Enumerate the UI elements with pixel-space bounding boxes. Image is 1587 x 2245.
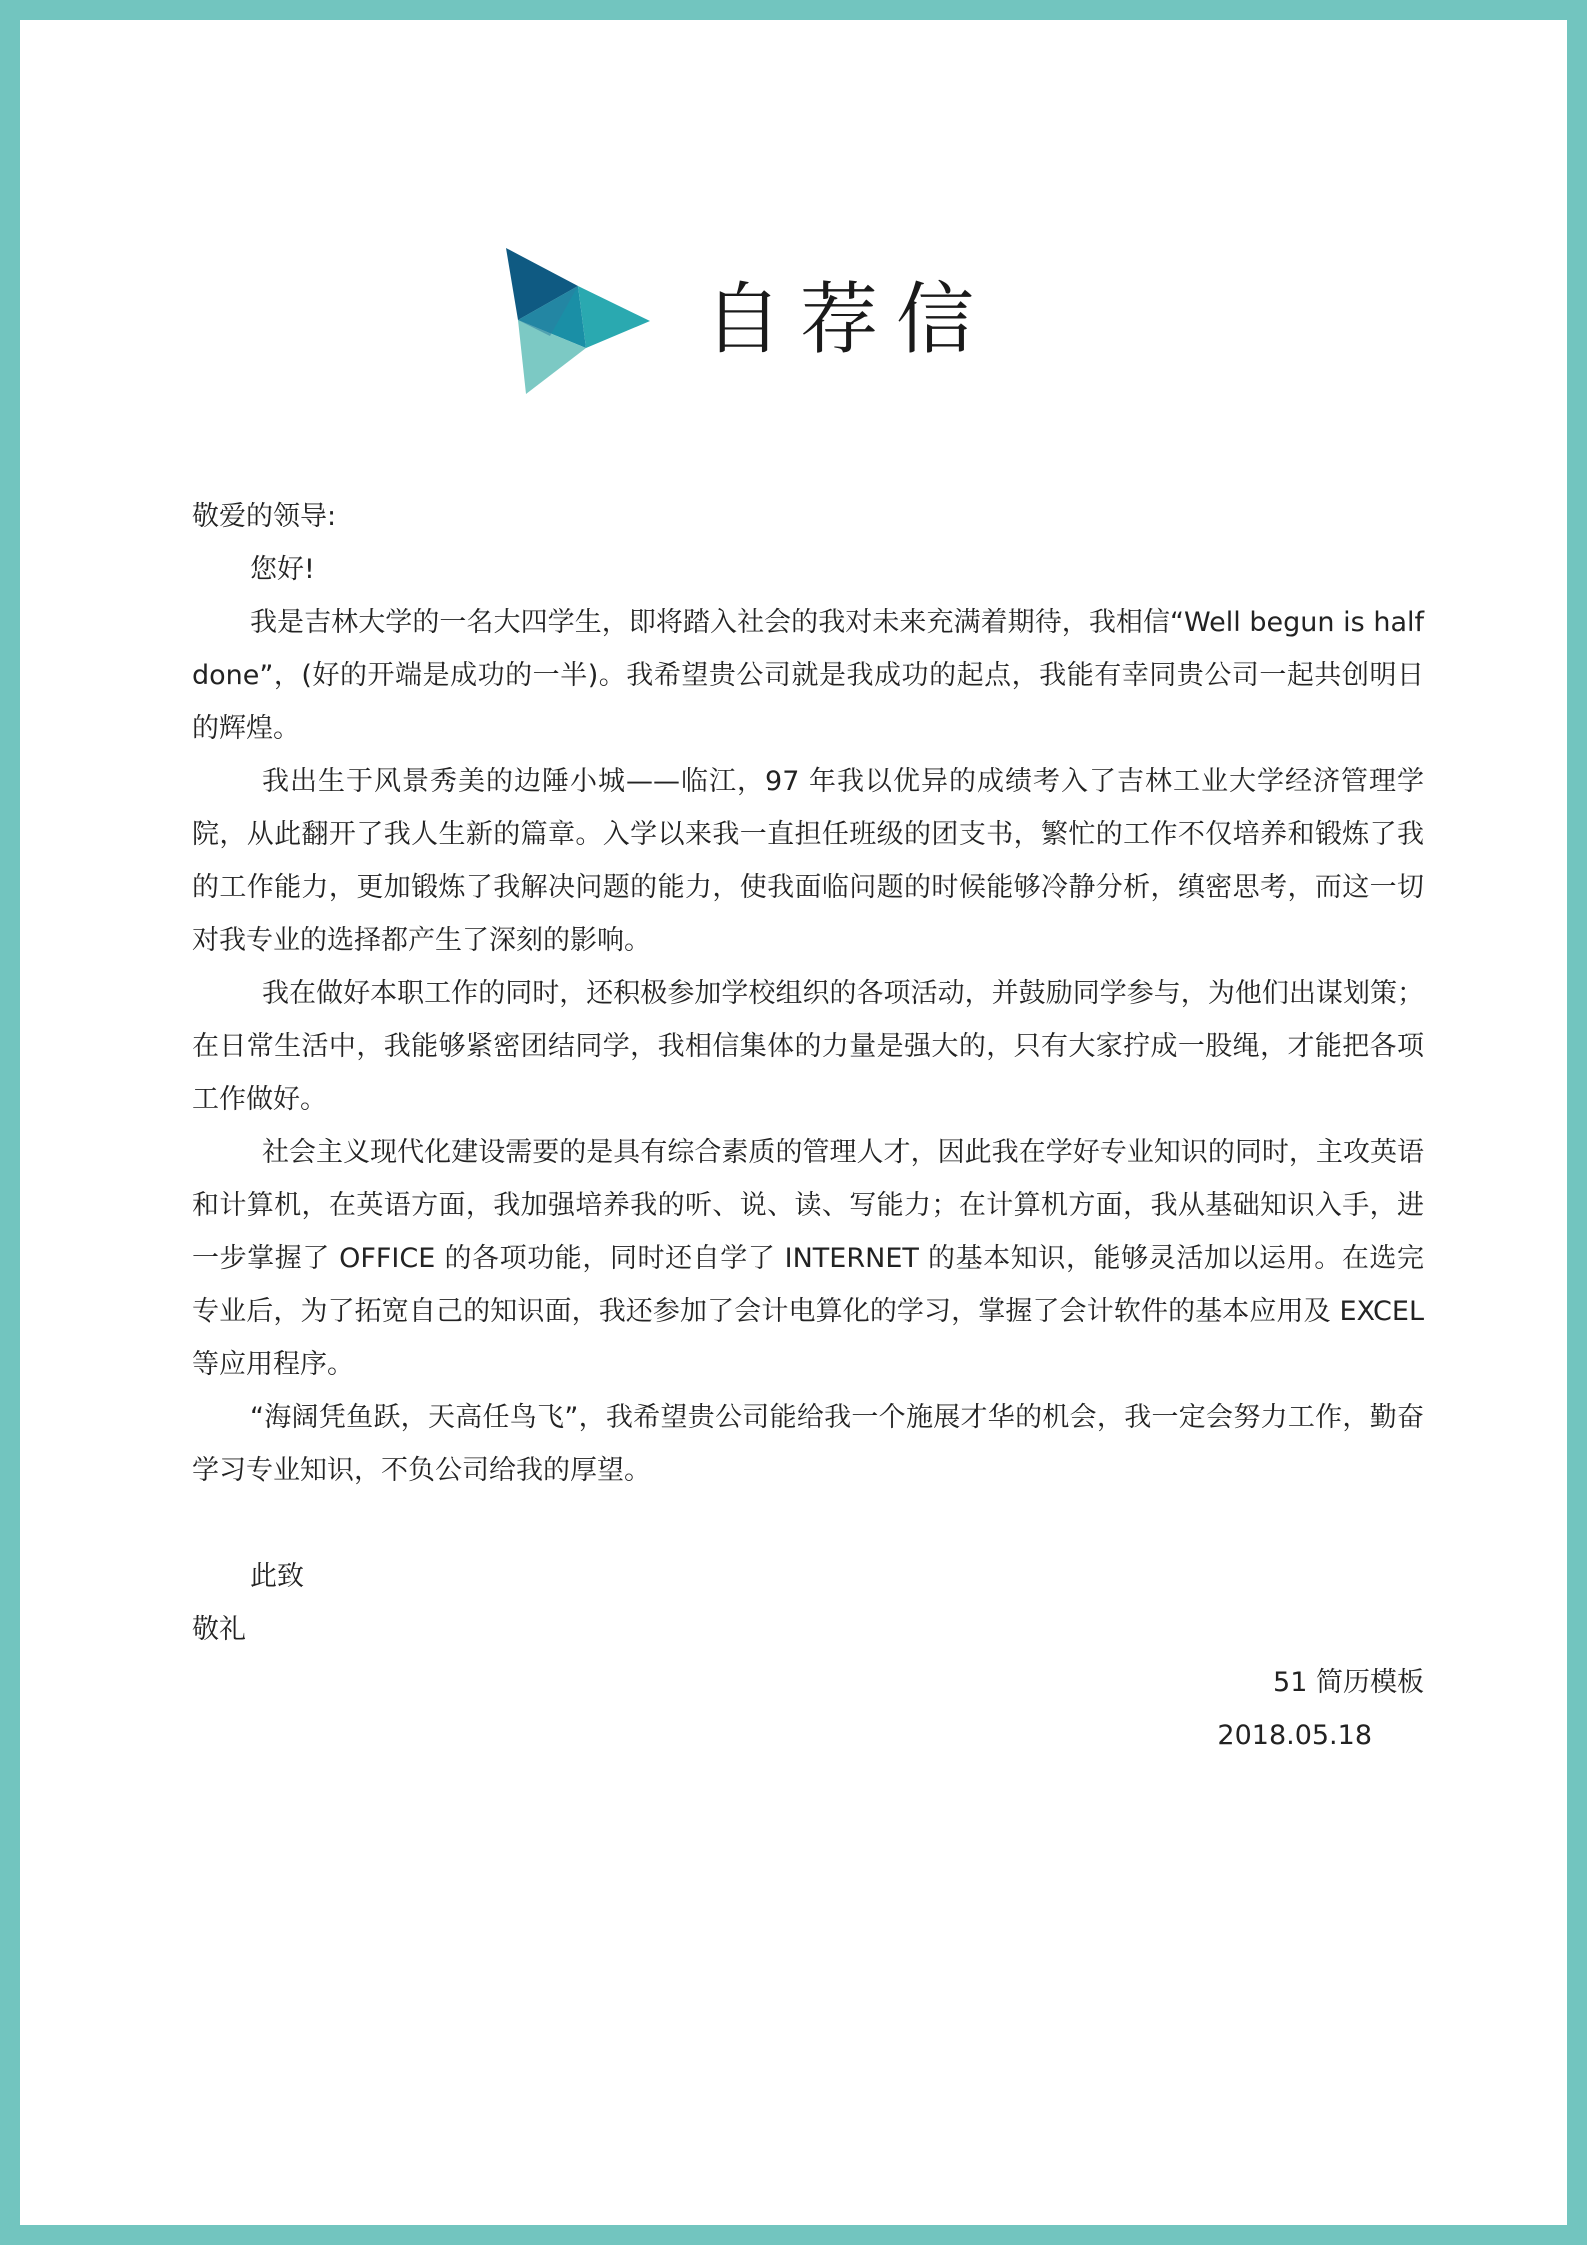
salutation: 敬爱的领导: [192,501,337,532]
paragraph-1: 我是吉林大学的一名大四学生，即将踏入社会的我对未来充满着期待，我相信“Well begun is half done”，(好的开端是成功的一半)。我希望贵公司就是我成功的起点，我能有幸同贵公司一起共创明日的辉煌。 [192,607,1424,744]
greeting: 您好! [250,554,315,585]
paragraph-5: “海阔凭鱼跃，天高任鸟飞”，我希望贵公司能给我一个施展才华的机会，我一定会努力工作，勤奋学习专业知识，不负公司给我的厚望。 [192,1402,1424,1486]
page-title: 自荐信 [704,275,993,365]
paragraph-3: 我在做好本职工作的同时，还积极参加学校组织的各项活动，并鼓励同学参与，为他们出谋划策；在日常生活中，我能够紧密团结同学，我相信集体的力量是强大的，只有大家拧成一股绳，才能把各项工作做好。 [192,978,1424,1115]
paragraph-4: 社会主义现代化建设需要的是具有综合素质的管理人才，因此我在学好专业知识的同时，主攻英语和计算机，在英语方面，我加强培养我的听、说、读、写能力；在计算机方面，我从基础知识入手，进一步掌握了 OFFICE 的各项功能，同时还自学了 INTERNET 的基本知识，能够灵活加以运用。在选完专业后，为了拓宽自己的知识面，我还参加了会计电算化的学习，掌握了会计软件的基本应用及 EXCEL 等应用程序。 [192,1137,1424,1380]
closing-line-2: 敬礼 [192,1614,246,1645]
signature: 51 简历模板 [1273,1667,1424,1698]
triangle-logo-icon [506,248,650,394]
letter-body [192,490,1424,1762]
letter-date: 2018.05.18 [1217,1720,1372,1751]
closing-line-1: 此致 [250,1561,304,1592]
paragraph-2: 我出生于风景秀美的边陲小城——临江，97 年我以优异的成绩考入了吉林工业大学经济管理学院，从此翻开了我人生新的篇章。入学以来我一直担任班级的团支书，繁忙的工作不仅培养和锻炼了我的工作能力，更加锻炼了我解决问题的能力，使我面临问题的时候能够冷静分析，缜密思考，而这一切对我专业的选择都产生了深刻的影响。 [192,766,1424,956]
spacer [192,1497,1424,1550]
letter-header [506,248,993,396]
